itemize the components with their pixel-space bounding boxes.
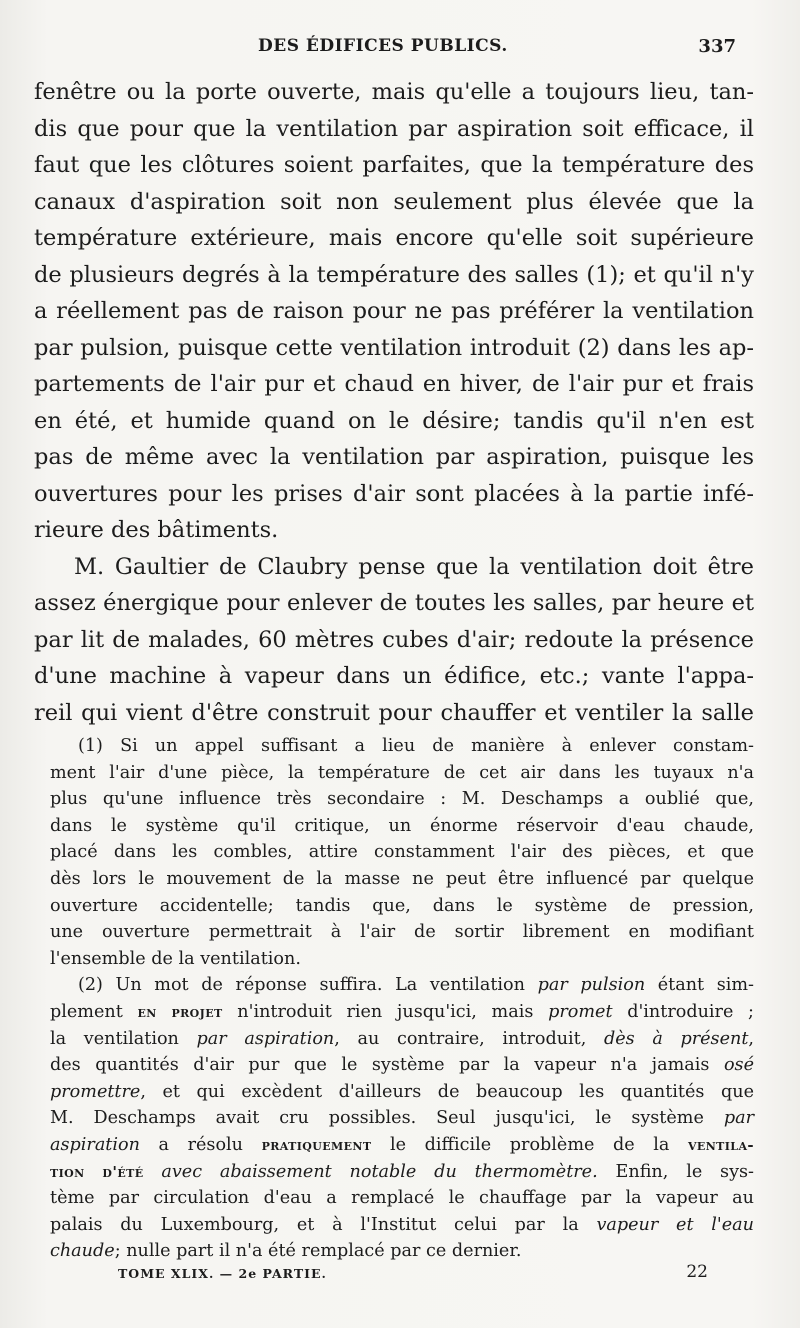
footnote-line [50,1132,754,1159]
text-line: canaux d'aspiration soit non seulement plus élevée que la [34,188,754,215]
footnote-line [50,1238,754,1265]
footnote-1 [50,733,754,972]
running-title: DES ÉDIFICES PUBLICS. [258,36,508,56]
text-line: par pulsion, puisque cette ventilation introduit (2) dans les ap- [34,334,754,361]
italic-run: avec abaissement notable du thermomètre. [143,1161,598,1182]
italic-run: dès à présent [603,1028,749,1049]
footnote-line: l'ensemble de la ventilation. [50,948,301,969]
text-line: par lit de malades, 60 mètres cubes d'air; redoute la présence [34,626,754,653]
text-line: partements de l'air pur et chaud en hiver, de l'air pur et frais [34,371,754,397]
footnote-line: une ouverture permettrait à l'air de sortir librement en modifiant [50,922,754,943]
text-line: faut que les clôtures soient parfaites, que la température des [34,152,754,178]
text-run: plement [50,1001,138,1022]
italic-run: aspiration [50,1134,140,1155]
footnote-line: ouverture accidentelle; tandis que, dans le système de pression, [50,895,754,916]
text-line: fenêtre ou la porte ouverte, mais qu'elle a toujours lieu, tan- [34,79,754,105]
paragraph-1 [34,74,754,549]
footnote-line [50,972,754,999]
text-run: ; nulle part il n'a été remplacé par ce dernier. [114,1241,522,1262]
italic-run: osé [723,1055,754,1076]
paragraph-2 [34,549,754,732]
small-caps-run: en projet [137,1002,223,1021]
text-run: , au contraire, introduit, [334,1028,604,1049]
sheet-number: 22 [686,1262,708,1282]
italic-run: vapeur et l'eau [596,1214,754,1235]
footnote-line [50,1159,754,1186]
small-caps-run: tion d'été [50,1162,144,1181]
text-line: ouvertures pour les prises d'air sont placées à la partie infé- [34,480,754,507]
printer-signature: TOME XLIX. — 2e PARTIE. [118,1266,327,1281]
footnote-line: (1) Si un appel suffisant a lieu de manière à enlever constam- [78,736,754,756]
text-line: a réellement pas de raison pour ne pas préférer la ventilation [34,298,754,324]
running-head [0,36,800,62]
text-run: des quantités d'air pur que le système par la vapeur n'a jamais [50,1055,724,1076]
footnote-line: ment l'air d'une pièce, la température de cet air dans les tuyaux n'a [50,762,754,783]
footnote-2 [50,972,754,1265]
footnote-line: placé dans les combles, attire constamment l'air des pièces, et que [50,842,754,863]
footnote-line [50,1026,754,1053]
text-run: (2) Un mot de réponse suffira. La ventilation [78,975,538,996]
text-run: palais du Luxembourg, et à l'Institut celui par la [50,1214,597,1235]
text-run: M. Deschamps avait cru possibles. Seul jusqu'ici, le système [50,1108,724,1129]
small-caps-run: pratiquement [261,1135,372,1154]
text-run: Enfin, le sys- [597,1161,755,1182]
footnote-line: plus qu'une influence très secondaire : M. Deschamps a oublié que, [50,789,754,810]
text-line: M. Gaultier de Claubry pense que la ventilation doit être [74,553,754,580]
italic-run: par [723,1108,754,1129]
text-run: le difficile problème de la [371,1134,688,1155]
footnote-line: dans le système qu'il critique, un énorme réservoir d'eau chaude, [50,815,754,836]
footnote-line [50,1052,754,1079]
text-run: d'introduire ; [612,1001,754,1022]
italic-run: promettre [50,1081,141,1102]
text-line: en été, et humide quand on le désire; tandis qu'il n'en est [34,407,754,434]
footnote-line: tème par circulation d'eau a remplacé le chauffage par la vapeur au [50,1188,754,1209]
text-run: a résolu [139,1134,262,1155]
italic-run: par pulsion [537,975,646,996]
text-line: rieure des bâtiments. [34,517,279,543]
footnote-line [50,1212,754,1239]
italic-run: chaude [50,1241,115,1262]
footnote-line: dès lors le mouvement de la masse ne peut être influencé par quelque [50,868,754,889]
footnote-line [50,999,754,1026]
footnote-line [50,1079,754,1106]
text-run: la ventilation [50,1028,197,1049]
text-line: de plusieurs degrés à la température des salles (1); et qu'il n'y [34,261,754,288]
text-run: , et qui excèdent d'ailleurs de beaucoup les quantités que [140,1081,754,1102]
text-line: d'une machine à vapeur dans un édifice, etc.; vante l'appa- [34,663,754,689]
main-text [34,74,754,731]
text-run: étant sim- [645,975,755,996]
text-line: assez énergique pour enlever de toutes les salles, par heure et [34,590,754,616]
page-footer [0,1262,800,1290]
text-line: dis que pour que la ventilation par aspiration soit efficace, il [34,115,754,142]
footnotes [50,733,754,1265]
small-caps-run: ventila- [688,1135,754,1154]
text-line: température extérieure, mais encore qu'elle soit supérieure [34,225,754,251]
italic-run: promet [548,1001,613,1022]
text-run: , [748,1028,754,1049]
text-line: pas de même avec la ventilation par aspiration, puisque les [34,444,754,470]
footnote-line [50,1105,754,1132]
italic-run: par aspiration [196,1028,335,1049]
page-number: 337 [698,36,736,57]
text-line: reil qui vient d'être construit pour chauffer et ventiler la salle [34,699,754,726]
text-run: n'introduit rien jusqu'ici, mais [222,1001,549,1022]
